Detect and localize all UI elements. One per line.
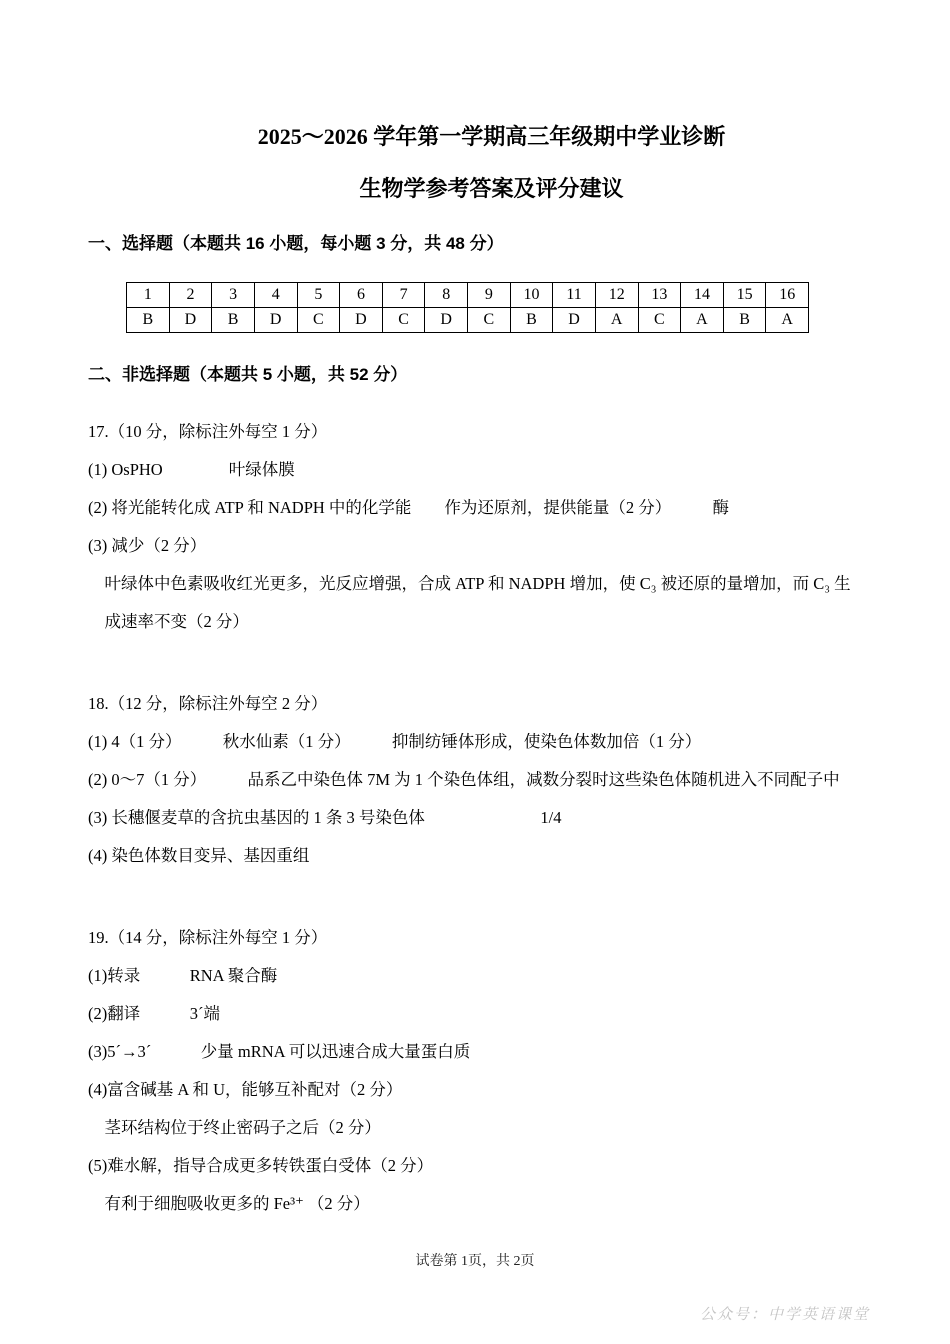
answer-letter-cell: D	[254, 308, 297, 333]
answer-line: (4)富含碱基 A 和 U，能够互补配对（2 分）	[88, 1080, 403, 1099]
answer-number-cell: 2	[169, 283, 212, 308]
answer-line: (2) 0～7（1 分） 品系乙中染色体 7M 为 1 个染色体组，减数分裂时这些染色体随机进入不同配子中	[88, 770, 840, 789]
answer-line: (3) 减少（2 分）	[88, 536, 207, 555]
answer-number-row	[127, 283, 809, 308]
question-block	[88, 413, 895, 641]
answer-letter-cell: A	[766, 308, 809, 333]
section2-heading: 二、非选择题（本题共 5 小题，共 52 分）	[88, 365, 408, 384]
watermark: 公众号：中学英语课堂	[699, 1305, 870, 1323]
answer-number-cell: 5	[297, 283, 340, 308]
answer-number-cell: 4	[254, 283, 297, 308]
answer-number-cell: 11	[553, 283, 596, 308]
question-block	[88, 919, 895, 1223]
question-block	[88, 685, 895, 875]
answer-line: (3)5´→3´ 少量 mRNA 可以迅速合成大量蛋白质	[88, 1042, 471, 1061]
answer-line: (5)难水解，指导合成更多转铁蛋白受体（2 分）	[88, 1156, 434, 1175]
answer-number-cell: 6	[340, 283, 383, 308]
answer-number-cell: 9	[468, 283, 511, 308]
answer-number-cell: 1	[127, 283, 170, 308]
answer-line: (2) 将光能转化成 ATP 和 NADPH 中的化学能 作为还原剂，提供能量（2 分） 酶	[88, 498, 730, 517]
page-title: 2025～2026 学年第一学期高三年级期中学业诊断	[257, 124, 726, 149]
answer-letter-cell: A	[681, 308, 724, 333]
answer-letter-cell: A	[595, 308, 638, 333]
answer-letter-cell: D	[169, 308, 212, 333]
answer-table	[126, 282, 809, 333]
document-content	[0, 122, 950, 1223]
answer-letter-cell: C	[297, 308, 340, 333]
answer-letter-cell: B	[510, 308, 553, 333]
answer-line: 成速率不变（2 分）	[88, 612, 249, 631]
answer-number-cell: 12	[595, 283, 638, 308]
answer-letter-row	[127, 308, 809, 333]
page-subtitle: 生物学参考答案及评分建议	[359, 176, 624, 201]
answer-letter-cell: D	[553, 308, 596, 333]
answer-letter-cell: D	[425, 308, 468, 333]
answer-number-cell: 15	[723, 283, 766, 308]
answer-number-cell: 8	[425, 283, 468, 308]
answer-line: 19.（14 分，除标注外每空 1 分）	[88, 928, 328, 947]
answer-line: (1) OsPHO 叶绿体膜	[88, 460, 295, 479]
answer-letter-cell: B	[723, 308, 766, 333]
answer-number-cell: 14	[681, 283, 724, 308]
answer-line: (3) 长穗偃麦草的含抗虫基因的 1 条 3 号染色体 1/4	[88, 808, 562, 827]
answer-number-cell: 16	[766, 283, 809, 308]
page-footer: 试卷第 1页，共 2页	[415, 1254, 535, 1269]
answer-letter-cell: B	[127, 308, 170, 333]
answer-letter-cell: B	[212, 308, 255, 333]
answer-letter-cell: C	[382, 308, 425, 333]
answer-line: (2)翻译 3´端	[88, 1004, 220, 1023]
answer-letter-cell: C	[468, 308, 511, 333]
answer-line: 18.（12 分，除标注外每空 2 分）	[88, 694, 328, 713]
answer-line: 茎环结构位于终止密码子之后（2 分）	[88, 1118, 381, 1137]
answer-letter-cell: C	[638, 308, 681, 333]
answer-line: (4) 染色体数目变异、基因重组	[88, 846, 310, 865]
answer-line: (1)转录 RNA 聚合酶	[88, 966, 278, 985]
section1-heading: 一、选择题（本题共 16 小题，每小题 3 分，共 48 分）	[88, 234, 504, 253]
answer-line: 17.（10 分，除标注外每空 1 分）	[88, 422, 328, 441]
questions	[88, 413, 895, 1223]
answer-number-cell: 13	[638, 283, 681, 308]
answer-number-cell: 7	[382, 283, 425, 308]
answer-number-cell: 10	[510, 283, 553, 308]
answer-letter-cell: D	[340, 308, 383, 333]
answer-line: 有利于细胞吸收更多的 Fe³⁺ （2 分）	[88, 1194, 370, 1213]
answer-line: (1) 4（1 分） 秋水仙素（1 分） 抑制纺锤体形成，使染色体数加倍（1 分）	[88, 732, 702, 751]
answer-line: 叶绿体中色素吸收红光更多，光反应增强，合成 ATP 和 NADPH 增加，使 C₃ 被还原的量增加，而 C₃ 生	[88, 574, 851, 593]
answer-number-cell: 3	[212, 283, 255, 308]
